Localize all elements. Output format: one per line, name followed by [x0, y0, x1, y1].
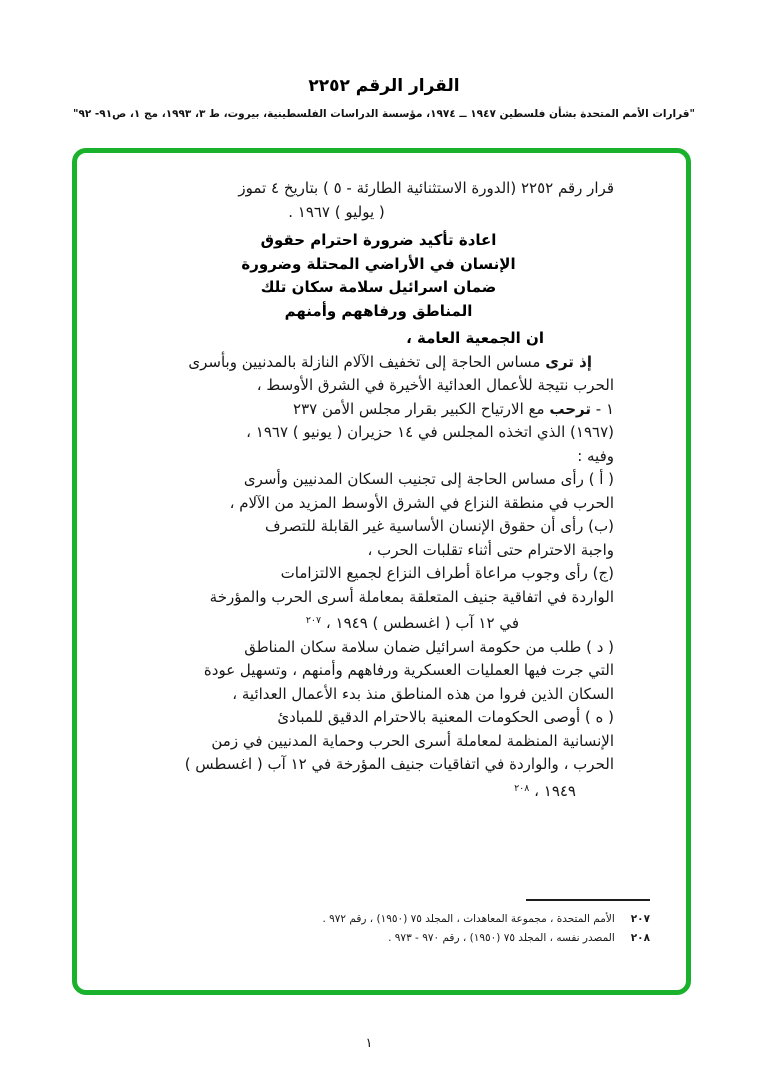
green-frame: [72, 148, 691, 995]
text-line: الحرب في منطقة النزاع في الشرق الأوسط المزيد من الآلام ،: [229, 493, 614, 512]
document-title: القرار الرقم ٢٢٥٢: [308, 76, 460, 96]
text-line: الحرب ، والواردة في اتفاقيات جنيف المؤرخة في ١٢ آب ( اغسطس ): [184, 755, 614, 773]
text-line: الحرب نتيجة للأعمال العدائية الأخيرة في الشرق الأوسط ،: [256, 376, 614, 394]
text-line: في ١٢ آب ( اغسطس ) ١٩٤٩ ، $^{٢٠٧}$: [305, 614, 519, 632]
text-line: ( ه ) أوصى الحكومات المعنية بالاحترام الدقيق للمبادئ: [277, 708, 614, 726]
text-line: ١٩٤٩ ، $^{٢٠٨}$: [514, 781, 576, 800]
footnote-number: ٢٠٧: [630, 913, 650, 925]
text-line: الواردة في اتفاقية جنيف المتعلقة بمعاملة أسرى الحرب والمؤرخة: [209, 587, 614, 606]
footnotes-section: [322, 899, 650, 948]
text-line: التي جرت فيها العمليات العسكرية ورفاههم وأمنهم ، وتسهيل عودة: [203, 661, 614, 679]
footnote-row: [322, 929, 650, 948]
text-line: السكان الذين فروا من هذه المناطق منذ بدء الأعمال العدائية ،: [232, 684, 614, 703]
text-line: قرار رقم ٢٢٥٢ (الدورة الاستثنائية الطارئة - ٥ ) بتاريخ ٤ تموز: [238, 179, 614, 197]
text-line: (ج) رأى وجوب مراعاة أطراف النزاع لجميع الالتزامات: [280, 564, 614, 582]
footnote-row: [322, 910, 650, 929]
text-line: اعادة تأكيد ضرورة احترام حقوق: [260, 231, 497, 249]
document-body: [77, 153, 686, 803]
text-line: إذ ترى مساس الحاجة إلى تخفيف الآلام النازلة بالمدنيين وبأسرى: [188, 352, 592, 371]
text-line: ( د ) طلب من حكومة اسرائيل ضمان سلامة سكان المناطق: [244, 637, 614, 656]
text-line: واجبة الاحترام حتى أثناء تقلبات الحرب ،: [367, 540, 614, 559]
text-line: الإنسان في الأراضي المحتلة وضرورة: [241, 254, 516, 273]
text-line: الإنسانية المنظمة لمعاملة أسرى الحرب وحماية المدنيين في زمن: [211, 731, 614, 750]
footnote-number: ٢٠٨: [630, 932, 650, 944]
footnote-text: المصدر نفسه ، المجلد ٧٥ (١٩٥٠) ، رقم ٩٧٠ - ٩٧٣ .: [388, 932, 615, 944]
footnote-separator: [526, 899, 650, 901]
source-citation: "قرارات الأمم المتحدة بشأن فلسطين ١٩٤٧ ــ ١٩٧٤، مؤسسة الدراسات الفلسطينية، بيروت، ط ٣، ١٩٩٣، مج ١، ص٩١- ٩٢": [72, 108, 696, 120]
page-number: ١: [365, 1036, 373, 1051]
text-line: ان الجمعية العامة ،: [406, 329, 544, 347]
text-line: (١٩٦٧) الذي اتخذه المجلس في ١٤ حزيران ( يونيو ) ١٩٦٧ ،: [246, 423, 614, 441]
text-line: ضمان اسرائيل سلامة سكان تلك: [260, 278, 497, 296]
text-line: وفيه :: [577, 446, 614, 465]
footnote-text: الأمم المتحدة ، مجموعة المعاهدات ، المجلد ٧٥ (١٩٥٠) ، رقم ٩٧٢ .: [322, 913, 615, 925]
text-line: ( يوليو ) ١٩٦٧ .: [288, 202, 385, 221]
text-line: ١ - ترحب مع الارتياح الكبير بقرار مجلس الأمن ٢٣٧: [293, 399, 614, 418]
text-line: (ب) رأى أن حقوق الإنسان الأساسية غير القابلة للتصرف: [264, 517, 614, 535]
footnote-list: [322, 910, 650, 948]
text-line: ( أ ) رأى مساس الحاجة إلى تجنيب السكان المدنيين وأسرى: [243, 470, 614, 488]
text-line: المناطق ورفاههم وأمنهم: [284, 301, 473, 320]
document-lines: [143, 177, 614, 803]
